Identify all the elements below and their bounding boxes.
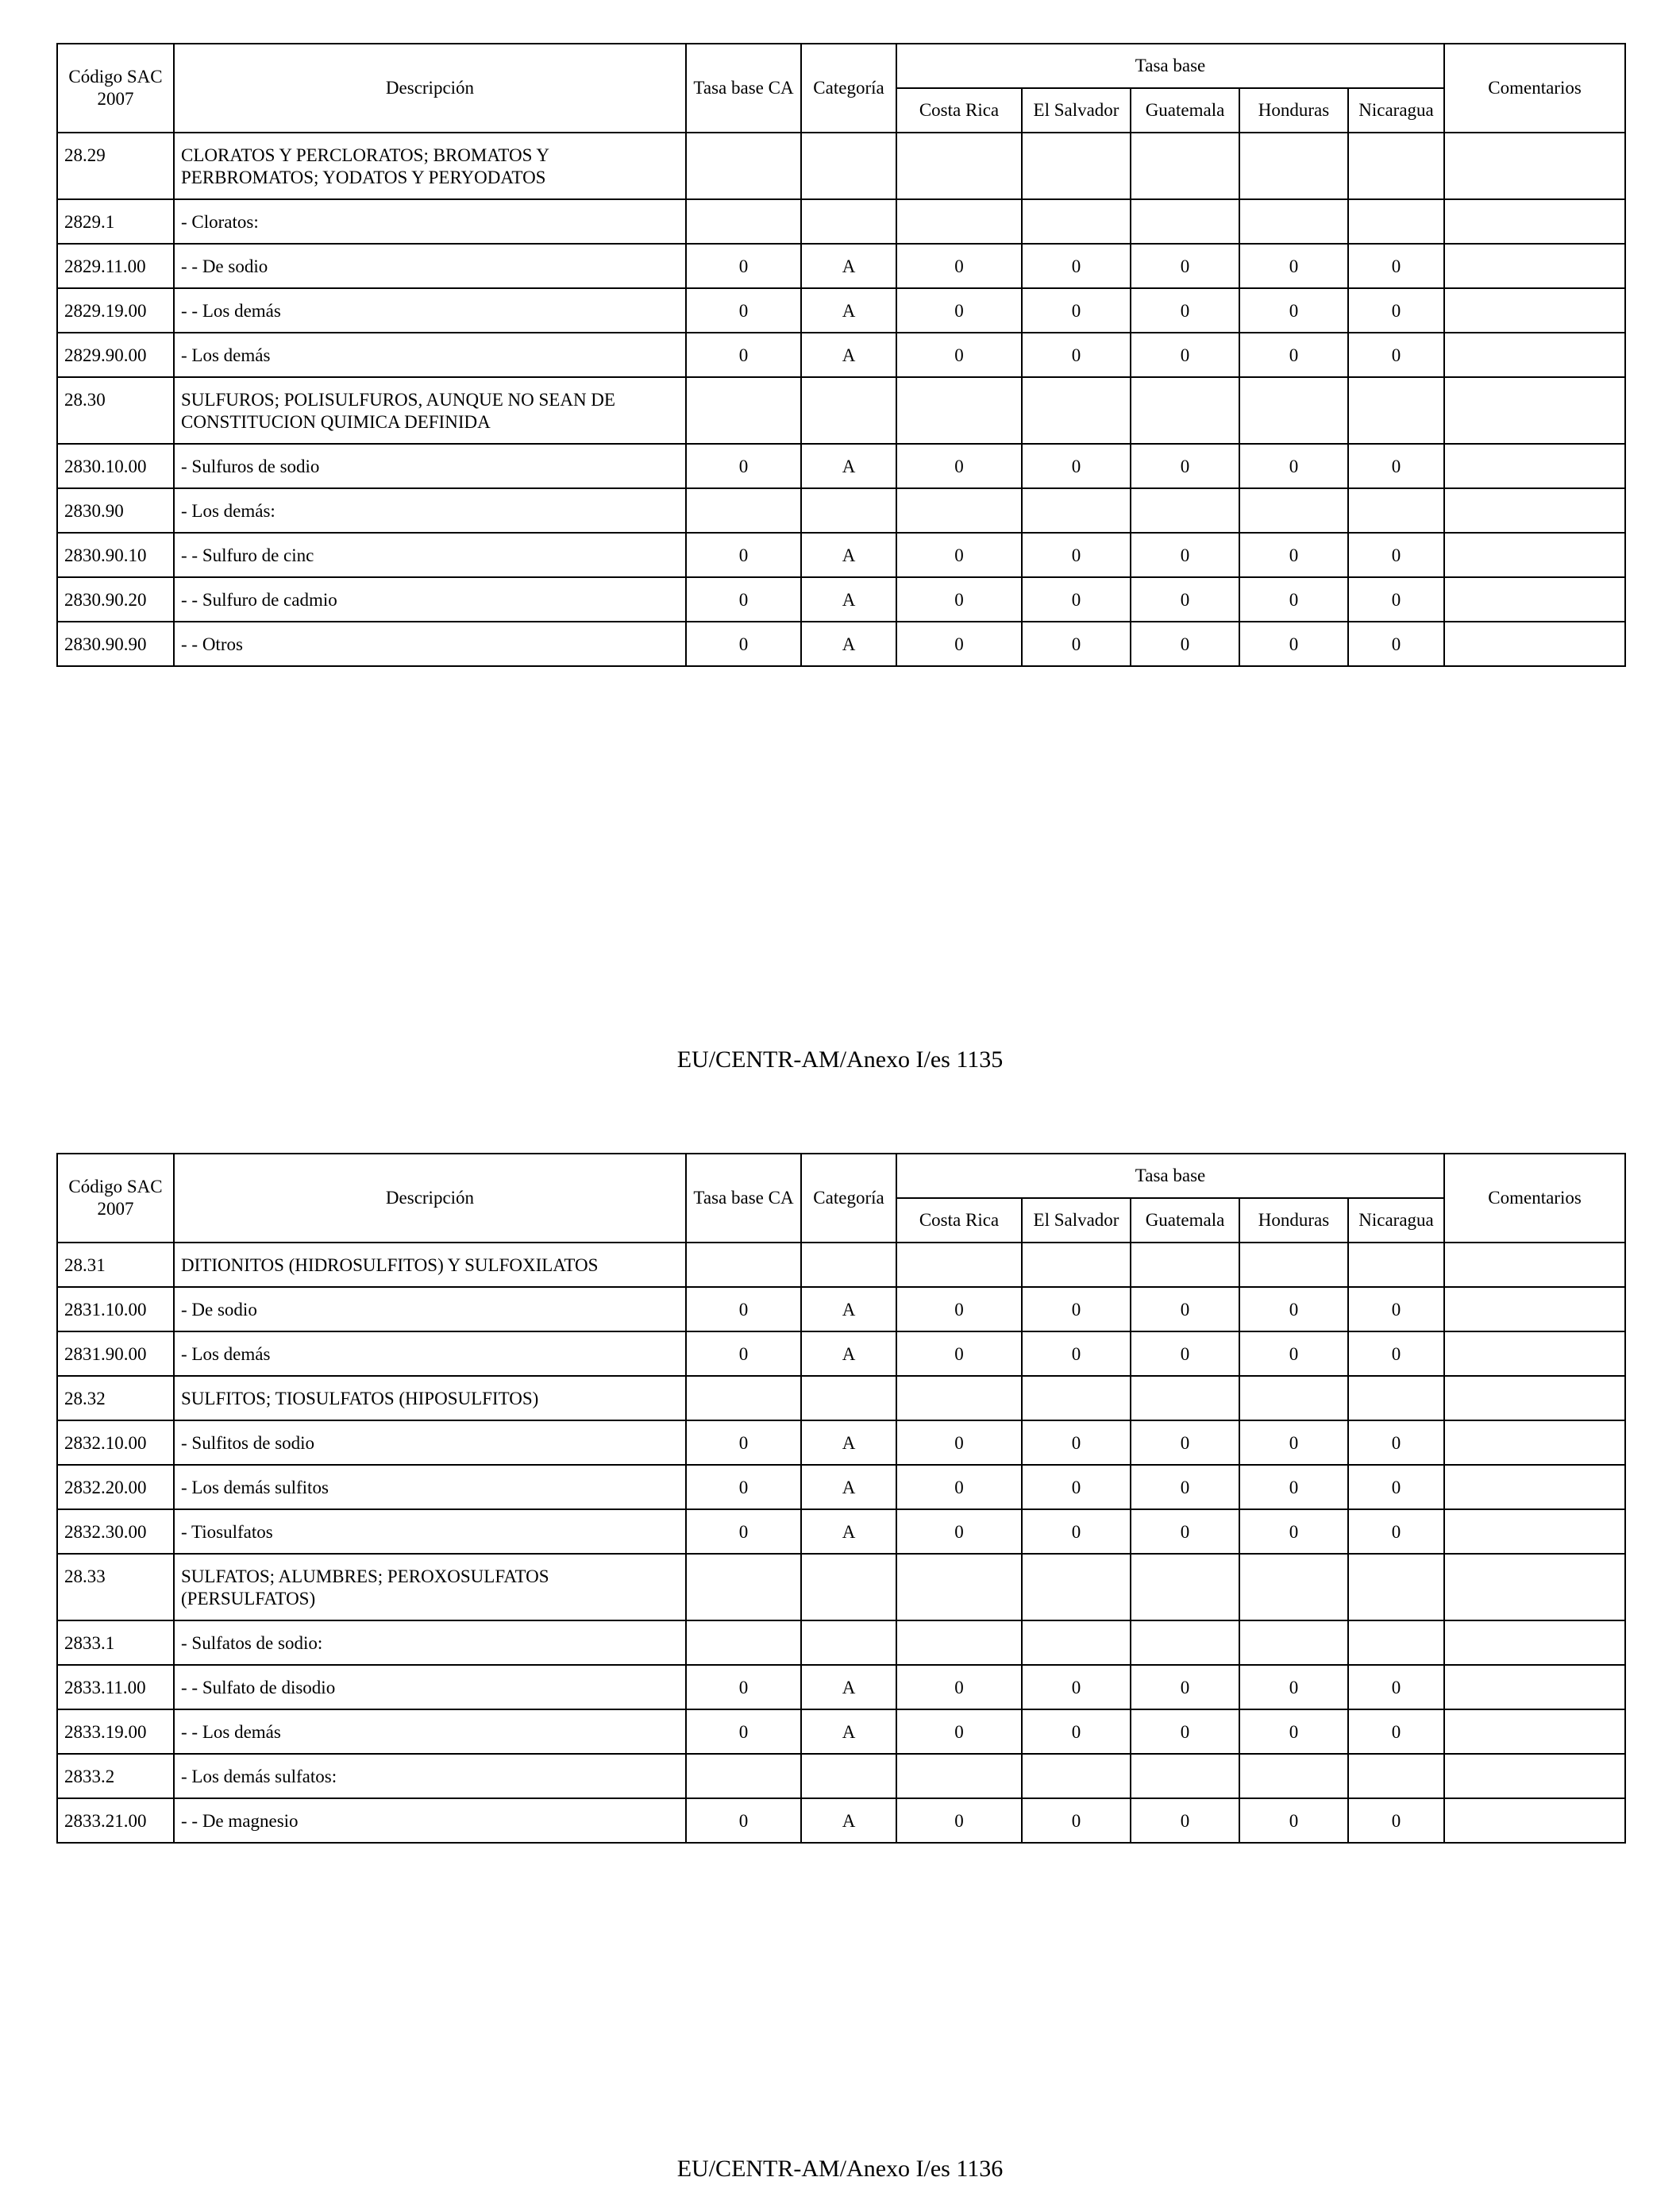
col-header-tasa-base: Tasa base <box>896 44 1444 88</box>
cell-honduras: 0 <box>1239 1465 1348 1509</box>
col-header-descripcion: Descripción <box>174 44 686 133</box>
cell-costa-rica: 0 <box>896 333 1022 377</box>
cell-guatemala: 0 <box>1131 1331 1239 1376</box>
cell-comentarios <box>1444 1465 1625 1509</box>
cell-tasa-base-ca: 0 <box>686 288 801 333</box>
col-header-nicaragua: Nicaragua <box>1348 1198 1444 1243</box>
cell-tasa-base-ca: 0 <box>686 1665 801 1709</box>
col-header-honduras: Honduras <box>1239 1198 1348 1243</box>
cell-honduras: 0 <box>1239 1709 1348 1754</box>
col-header-nicaragua: Nicaragua <box>1348 88 1444 133</box>
table-row <box>57 444 1625 488</box>
cell-costa-rica: 0 <box>896 244 1022 288</box>
cell-guatemala: 0 <box>1131 533 1239 577</box>
cell-nicaragua: 0 <box>1348 1798 1444 1843</box>
cell-descripcion: - - Los demás <box>174 288 686 333</box>
cell-comentarios <box>1444 577 1625 622</box>
cell-descripcion: - - De sodio <box>174 244 686 288</box>
cell-costa-rica: 0 <box>896 1420 1022 1465</box>
cell-descripcion: - - Sulfuro de cinc <box>174 533 686 577</box>
cell-el-salvador: 0 <box>1022 1287 1131 1331</box>
cell-tasa-base-ca <box>686 1754 801 1798</box>
cell-nicaragua <box>1348 133 1444 199</box>
cell-codigo: 2833.2 <box>57 1754 174 1798</box>
cell-codigo: 2829.90.00 <box>57 333 174 377</box>
cell-categoria: A <box>801 1509 896 1554</box>
cell-el-salvador <box>1022 377 1131 444</box>
cell-guatemala <box>1131 199 1239 244</box>
cell-descripcion: - Los demás <box>174 1331 686 1376</box>
cell-honduras: 0 <box>1239 533 1348 577</box>
cell-comentarios <box>1444 444 1625 488</box>
cell-descripcion: - - De magnesio <box>174 1798 686 1843</box>
cell-costa-rica: 0 <box>896 288 1022 333</box>
cell-tasa-base-ca: 0 <box>686 1798 801 1843</box>
cell-comentarios <box>1444 244 1625 288</box>
table-row <box>57 533 1625 577</box>
col-header-comentarios: Comentarios <box>1444 44 1625 133</box>
cell-comentarios <box>1444 1376 1625 1420</box>
cell-codigo: 2832.20.00 <box>57 1465 174 1509</box>
cell-categoria <box>801 1620 896 1665</box>
cell-costa-rica: 0 <box>896 1665 1022 1709</box>
table-row <box>57 333 1625 377</box>
cell-guatemala: 0 <box>1131 1665 1239 1709</box>
cell-tasa-base-ca: 0 <box>686 1331 801 1376</box>
cell-honduras: 0 <box>1239 1331 1348 1376</box>
cell-comentarios <box>1444 533 1625 577</box>
cell-categoria <box>801 1754 896 1798</box>
cell-tasa-base-ca: 0 <box>686 533 801 577</box>
table-row <box>57 1554 1625 1620</box>
cell-el-salvador <box>1022 1243 1131 1287</box>
table-row <box>57 1620 1625 1665</box>
cell-el-salvador: 0 <box>1022 1509 1131 1554</box>
cell-guatemala <box>1131 1554 1239 1620</box>
cell-guatemala: 0 <box>1131 1287 1239 1331</box>
cell-el-salvador: 0 <box>1022 533 1131 577</box>
cell-descripcion: - Sulfatos de sodio: <box>174 1620 686 1665</box>
cell-codigo: 2833.11.00 <box>57 1665 174 1709</box>
cell-guatemala: 0 <box>1131 622 1239 666</box>
cell-costa-rica <box>896 133 1022 199</box>
cell-el-salvador: 0 <box>1022 1465 1131 1509</box>
cell-codigo: 2831.90.00 <box>57 1331 174 1376</box>
cell-categoria <box>801 1554 896 1620</box>
cell-tasa-base-ca <box>686 199 801 244</box>
cell-guatemala: 0 <box>1131 1798 1239 1843</box>
cell-codigo: 2830.90.90 <box>57 622 174 666</box>
cell-codigo: 2829.11.00 <box>57 244 174 288</box>
cell-tasa-base-ca <box>686 1243 801 1287</box>
cell-descripcion: - Los demás: <box>174 488 686 533</box>
cell-codigo: 2830.10.00 <box>57 444 174 488</box>
cell-descripcion: - Cloratos: <box>174 199 686 244</box>
cell-nicaragua: 0 <box>1348 577 1444 622</box>
cell-tasa-base-ca: 0 <box>686 444 801 488</box>
cell-honduras <box>1239 488 1348 533</box>
cell-categoria: A <box>801 622 896 666</box>
page-footer: EU/CENTR-AM/Anexo I/es 1136 <box>676 2156 1004 2182</box>
cell-categoria: A <box>801 1465 896 1509</box>
cell-codigo: 2829.1 <box>57 199 174 244</box>
cell-nicaragua: 0 <box>1348 333 1444 377</box>
cell-nicaragua <box>1348 1376 1444 1420</box>
cell-codigo: 2833.19.00 <box>57 1709 174 1754</box>
cell-guatemala: 0 <box>1131 288 1239 333</box>
cell-el-salvador: 0 <box>1022 1420 1131 1465</box>
cell-tasa-base-ca: 0 <box>686 1287 801 1331</box>
cell-costa-rica: 0 <box>896 1798 1022 1843</box>
cell-honduras <box>1239 199 1348 244</box>
cell-guatemala: 0 <box>1131 244 1239 288</box>
cell-comentarios <box>1444 488 1625 533</box>
col-header-tasa-base: Tasa base <box>896 1154 1444 1198</box>
table-row <box>57 1420 1625 1465</box>
cell-honduras <box>1239 133 1348 199</box>
cell-costa-rica <box>896 1620 1022 1665</box>
cell-el-salvador <box>1022 1554 1131 1620</box>
cell-honduras <box>1239 1754 1348 1798</box>
cell-descripcion: - De sodio <box>174 1287 686 1331</box>
cell-comentarios <box>1444 622 1625 666</box>
cell-descripcion: - Los demás sulfatos: <box>174 1754 686 1798</box>
cell-categoria: A <box>801 244 896 288</box>
cell-el-salvador: 0 <box>1022 444 1131 488</box>
cell-honduras: 0 <box>1239 444 1348 488</box>
table-row <box>57 244 1625 288</box>
cell-nicaragua <box>1348 1754 1444 1798</box>
cell-comentarios <box>1444 288 1625 333</box>
cell-codigo: 2832.10.00 <box>57 1420 174 1465</box>
table-row <box>57 1754 1625 1798</box>
cell-codigo: 28.30 <box>57 377 174 444</box>
cell-categoria <box>801 488 896 533</box>
table-row <box>57 1509 1625 1554</box>
cell-tasa-base-ca <box>686 1376 801 1420</box>
cell-el-salvador <box>1022 1620 1131 1665</box>
col-header-tasa-base-ca: Tasa base CA <box>686 44 801 133</box>
cell-descripcion: SULFUROS; POLISULFUROS, AUNQUE NO SEAN DE CONSTITUCION QUIMICA DEFINIDA <box>174 377 686 444</box>
cell-codigo: 2832.30.00 <box>57 1509 174 1554</box>
cell-codigo: 2831.10.00 <box>57 1287 174 1331</box>
cell-tasa-base-ca: 0 <box>686 244 801 288</box>
table-row <box>57 1798 1625 1843</box>
col-header-el-salvador: El Salvador <box>1022 88 1131 133</box>
cell-nicaragua <box>1348 1243 1444 1287</box>
cell-codigo: 28.32 <box>57 1376 174 1420</box>
cell-categoria: A <box>801 1709 896 1754</box>
cell-el-salvador: 0 <box>1022 1331 1131 1376</box>
cell-categoria: A <box>801 1287 896 1331</box>
col-header-codigo: Código SAC 2007 <box>57 44 174 133</box>
cell-nicaragua: 0 <box>1348 1509 1444 1554</box>
cell-tasa-base-ca <box>686 133 801 199</box>
cell-guatemala: 0 <box>1131 577 1239 622</box>
col-header-categoria: Categoría <box>801 1154 896 1243</box>
table-row <box>57 577 1625 622</box>
cell-tasa-base-ca: 0 <box>686 1709 801 1754</box>
cell-tasa-base-ca <box>686 1554 801 1620</box>
cell-costa-rica: 0 <box>896 577 1022 622</box>
table-row <box>57 1331 1625 1376</box>
cell-comentarios <box>1444 1665 1625 1709</box>
cell-categoria: A <box>801 444 896 488</box>
cell-tasa-base-ca <box>686 488 801 533</box>
cell-honduras: 0 <box>1239 333 1348 377</box>
col-header-costa-rica: Costa Rica <box>896 88 1022 133</box>
cell-tasa-base-ca: 0 <box>686 1465 801 1509</box>
cell-categoria: A <box>801 1665 896 1709</box>
tariff-table-2 <box>56 1153 1626 1844</box>
cell-descripcion: - - Sulfuro de cadmio <box>174 577 686 622</box>
cell-nicaragua: 0 <box>1348 1709 1444 1754</box>
col-header-costa-rica: Costa Rica <box>896 1198 1022 1243</box>
cell-codigo: 2833.21.00 <box>57 1798 174 1843</box>
cell-comentarios <box>1444 133 1625 199</box>
cell-codigo: 2833.1 <box>57 1620 174 1665</box>
table-row <box>57 1287 1625 1331</box>
page-footer: EU/CENTR-AM/Anexo I/es 1135 <box>676 1046 1004 1073</box>
cell-costa-rica <box>896 377 1022 444</box>
cell-costa-rica: 0 <box>896 444 1022 488</box>
cell-costa-rica: 0 <box>896 1331 1022 1376</box>
cell-guatemala: 0 <box>1131 1465 1239 1509</box>
cell-honduras: 0 <box>1239 1287 1348 1331</box>
cell-honduras <box>1239 377 1348 444</box>
cell-nicaragua: 0 <box>1348 533 1444 577</box>
col-header-descripcion: Descripción <box>174 1154 686 1243</box>
cell-codigo: 28.31 <box>57 1243 174 1287</box>
table-row <box>57 199 1625 244</box>
cell-honduras: 0 <box>1239 622 1348 666</box>
cell-codigo: 2830.90.20 <box>57 577 174 622</box>
cell-el-salvador: 0 <box>1022 1798 1131 1843</box>
cell-guatemala: 0 <box>1131 333 1239 377</box>
cell-tasa-base-ca: 0 <box>686 1509 801 1554</box>
cell-costa-rica: 0 <box>896 533 1022 577</box>
cell-categoria: A <box>801 333 896 377</box>
cell-descripcion: - - Sulfato de disodio <box>174 1665 686 1709</box>
cell-categoria <box>801 1243 896 1287</box>
cell-el-salvador: 0 <box>1022 1709 1131 1754</box>
cell-nicaragua <box>1348 488 1444 533</box>
cell-el-salvador: 0 <box>1022 577 1131 622</box>
cell-costa-rica <box>896 199 1022 244</box>
cell-codigo: 28.29 <box>57 133 174 199</box>
cell-costa-rica: 0 <box>896 1287 1022 1331</box>
cell-el-salvador: 0 <box>1022 288 1131 333</box>
cell-comentarios <box>1444 1509 1625 1554</box>
cell-comentarios <box>1444 1554 1625 1620</box>
cell-tasa-base-ca: 0 <box>686 333 801 377</box>
cell-el-salvador: 0 <box>1022 244 1131 288</box>
cell-comentarios <box>1444 1798 1625 1843</box>
cell-honduras: 0 <box>1239 1509 1348 1554</box>
cell-descripcion: SULFATOS; ALUMBRES; PEROXOSULFATOS (PERSULFATOS) <box>174 1554 686 1620</box>
cell-tasa-base-ca <box>686 1620 801 1665</box>
cell-guatemala <box>1131 133 1239 199</box>
cell-codigo: 28.33 <box>57 1554 174 1620</box>
cell-comentarios <box>1444 1754 1625 1798</box>
table-row <box>57 622 1625 666</box>
cell-categoria: A <box>801 288 896 333</box>
cell-nicaragua: 0 <box>1348 1465 1444 1509</box>
cell-nicaragua: 0 <box>1348 622 1444 666</box>
cell-descripcion: - Sulfitos de sodio <box>174 1420 686 1465</box>
table-row <box>57 488 1625 533</box>
cell-costa-rica: 0 <box>896 622 1022 666</box>
cell-guatemala <box>1131 1754 1239 1798</box>
cell-comentarios <box>1444 377 1625 444</box>
cell-costa-rica: 0 <box>896 1709 1022 1754</box>
cell-codigo: 2830.90.10 <box>57 533 174 577</box>
cell-guatemala <box>1131 1620 1239 1665</box>
cell-categoria: A <box>801 1798 896 1843</box>
cell-el-salvador <box>1022 488 1131 533</box>
cell-tasa-base-ca: 0 <box>686 1420 801 1465</box>
cell-nicaragua: 0 <box>1348 1287 1444 1331</box>
cell-nicaragua <box>1348 1620 1444 1665</box>
cell-costa-rica <box>896 1554 1022 1620</box>
cell-categoria: A <box>801 533 896 577</box>
col-header-comentarios: Comentarios <box>1444 1154 1625 1243</box>
cell-honduras: 0 <box>1239 1798 1348 1843</box>
cell-categoria <box>801 377 896 444</box>
cell-comentarios <box>1444 1331 1625 1376</box>
col-header-guatemala: Guatemala <box>1131 88 1239 133</box>
cell-honduras <box>1239 1554 1348 1620</box>
cell-nicaragua <box>1348 1554 1444 1620</box>
cell-codigo: 2829.19.00 <box>57 288 174 333</box>
cell-el-salvador <box>1022 199 1131 244</box>
cell-categoria <box>801 1376 896 1420</box>
table-row <box>57 1465 1625 1509</box>
cell-categoria: A <box>801 577 896 622</box>
cell-nicaragua: 0 <box>1348 1420 1444 1465</box>
cell-guatemala: 0 <box>1131 444 1239 488</box>
cell-nicaragua: 0 <box>1348 1331 1444 1376</box>
col-header-guatemala: Guatemala <box>1131 1198 1239 1243</box>
cell-comentarios <box>1444 1420 1625 1465</box>
cell-honduras: 0 <box>1239 244 1348 288</box>
cell-costa-rica <box>896 1754 1022 1798</box>
table-row <box>57 1709 1625 1754</box>
cell-el-salvador <box>1022 1376 1131 1420</box>
cell-tasa-base-ca: 0 <box>686 577 801 622</box>
cell-nicaragua: 0 <box>1348 288 1444 333</box>
cell-honduras: 0 <box>1239 288 1348 333</box>
cell-codigo: 2830.90 <box>57 488 174 533</box>
cell-descripcion: - Los demás sulfitos <box>174 1465 686 1509</box>
cell-nicaragua: 0 <box>1348 444 1444 488</box>
col-header-tasa-base-ca: Tasa base CA <box>686 1154 801 1243</box>
table-row <box>57 288 1625 333</box>
cell-costa-rica <box>896 488 1022 533</box>
cell-nicaragua: 0 <box>1348 244 1444 288</box>
cell-honduras <box>1239 1376 1348 1420</box>
cell-descripcion: SULFITOS; TIOSULFATOS (HIPOSULFITOS) <box>174 1376 686 1420</box>
cell-el-salvador: 0 <box>1022 333 1131 377</box>
cell-honduras <box>1239 1243 1348 1287</box>
cell-el-salvador <box>1022 1754 1131 1798</box>
cell-comentarios <box>1444 1620 1625 1665</box>
cell-comentarios <box>1444 199 1625 244</box>
col-header-honduras: Honduras <box>1239 88 1348 133</box>
cell-comentarios <box>1444 1709 1625 1754</box>
cell-guatemala: 0 <box>1131 1709 1239 1754</box>
cell-descripcion: - Sulfuros de sodio <box>174 444 686 488</box>
cell-costa-rica: 0 <box>896 1465 1022 1509</box>
cell-categoria: A <box>801 1420 896 1465</box>
table-row <box>57 1243 1625 1287</box>
cell-costa-rica: 0 <box>896 1509 1022 1554</box>
cell-costa-rica <box>896 1243 1022 1287</box>
cell-honduras <box>1239 1620 1348 1665</box>
table-row <box>57 1665 1625 1709</box>
cell-descripcion: - - Otros <box>174 622 686 666</box>
cell-honduras: 0 <box>1239 1420 1348 1465</box>
cell-nicaragua <box>1348 199 1444 244</box>
cell-nicaragua <box>1348 377 1444 444</box>
cell-honduras: 0 <box>1239 577 1348 622</box>
col-header-codigo: Código SAC 2007 <box>57 1154 174 1243</box>
cell-categoria <box>801 133 896 199</box>
table-row <box>57 377 1625 444</box>
cell-descripcion: - Tiosulfatos <box>174 1509 686 1554</box>
cell-tasa-base-ca <box>686 377 801 444</box>
col-header-el-salvador: El Salvador <box>1022 1198 1131 1243</box>
cell-categoria <box>801 199 896 244</box>
cell-guatemala <box>1131 1243 1239 1287</box>
cell-el-salvador: 0 <box>1022 622 1131 666</box>
cell-descripcion: - - Los demás <box>174 1709 686 1754</box>
cell-guatemala: 0 <box>1131 1420 1239 1465</box>
tariff-table-1 <box>56 43 1626 667</box>
cell-descripcion: DITIONITOS (HIDROSULFITOS) Y SULFOXILATOS <box>174 1243 686 1287</box>
cell-guatemala: 0 <box>1131 1509 1239 1554</box>
cell-guatemala <box>1131 1376 1239 1420</box>
cell-nicaragua: 0 <box>1348 1665 1444 1709</box>
cell-descripcion: - Los demás <box>174 333 686 377</box>
table-row <box>57 133 1625 199</box>
cell-comentarios <box>1444 1287 1625 1331</box>
col-header-categoria: Categoría <box>801 44 896 133</box>
cell-categoria: A <box>801 1331 896 1376</box>
cell-el-salvador: 0 <box>1022 1665 1131 1709</box>
cell-guatemala <box>1131 488 1239 533</box>
cell-descripcion: CLORATOS Y PERCLORATOS; BROMATOS Y PERBROMATOS; YODATOS Y PERYODATOS <box>174 133 686 199</box>
cell-honduras: 0 <box>1239 1665 1348 1709</box>
cell-el-salvador <box>1022 133 1131 199</box>
cell-comentarios <box>1444 1243 1625 1287</box>
cell-costa-rica <box>896 1376 1022 1420</box>
cell-tasa-base-ca: 0 <box>686 622 801 666</box>
cell-comentarios <box>1444 333 1625 377</box>
table-row <box>57 1376 1625 1420</box>
cell-guatemala <box>1131 377 1239 444</box>
